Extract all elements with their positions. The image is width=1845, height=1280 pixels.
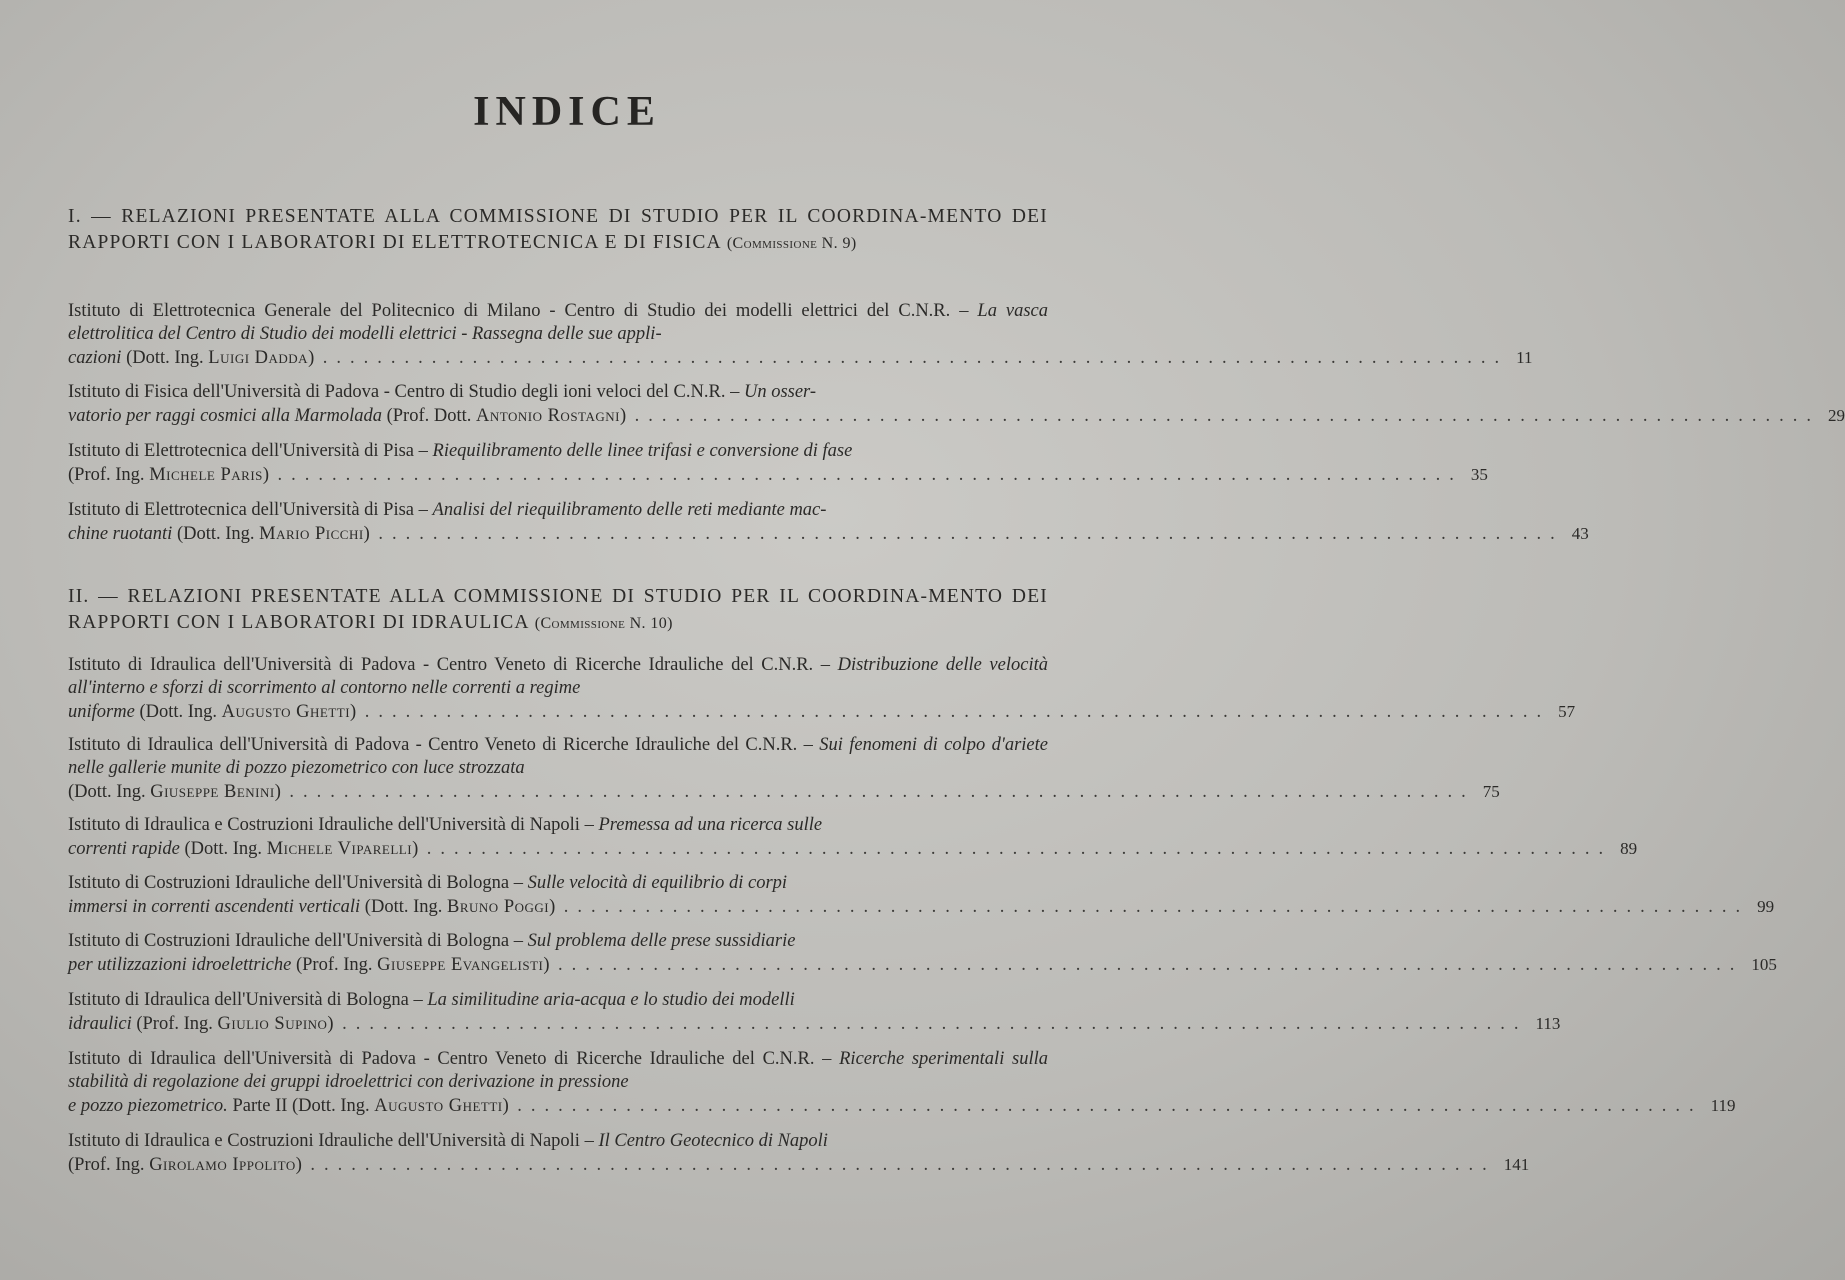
leader-dots: ....................................................................................... [277, 465, 1463, 485]
leader-dots: ....................................................................................... [634, 406, 1820, 426]
leader-dots: ....................................................................................... [426, 839, 1613, 859]
toc-entry [68, 499, 1589, 546]
entry-page-number: 119 [1710, 1096, 1736, 1115]
entry-title-end: uniforme [68, 702, 135, 722]
entry-institute: Istituto di Elettrotecnica Generale del Politecnico di Milano - Centro di Studio dei modelli elettrici del C.N.R. – [68, 301, 969, 321]
toc-entry [68, 930, 1777, 977]
entry-author: Bruno Poggi) [447, 897, 556, 917]
section-heading-2 [68, 584, 1048, 637]
toc-entry [68, 300, 1533, 370]
entry-author: Giuseppe Evangelisti) [377, 955, 550, 975]
toc-entry [68, 734, 1500, 804]
leader-dots: ....................................................................................... [364, 702, 1551, 722]
entry-author: Luigi Dadda) [208, 348, 315, 368]
toc-entry [68, 381, 1845, 428]
entry-title: Analisi del riequilibramento delle reti mediante mac- [432, 500, 827, 520]
entry-page-number: 11 [1516, 348, 1533, 367]
entry-author-prefix: (Dott. Ing. [176, 524, 255, 544]
entry-institute: Istituto di Elettrotecnica dell'Università di Pisa – [68, 441, 428, 461]
entry-page-number: 105 [1751, 955, 1777, 974]
entry-page-number: 141 [1503, 1155, 1530, 1174]
entry-author-prefix: (Prof. Ing. [68, 1155, 145, 1175]
entry-page-number: 29 [1827, 406, 1845, 425]
entry-title: Il Centro Geotecnico di Napoli [598, 1131, 828, 1151]
entry-title: Premessa ad una ricerca sulle [598, 815, 823, 835]
toc-entry [68, 1130, 1530, 1177]
entry-author-prefix: (Prof. Ing. [295, 955, 373, 975]
entry-author: Mario Picchi) [259, 524, 371, 544]
entry-page-number: 113 [1535, 1014, 1561, 1033]
entry-page-number: 75 [1482, 782, 1500, 801]
entry-title: Sui fenomeni di colpo d'ariete nelle gallerie munite di pozzo piezometrico con luce strozzata [68, 735, 1048, 778]
leader-dots: ....................................................................................... [342, 1014, 1528, 1034]
section-commission: (Commissione N. 9) [726, 235, 857, 252]
entry-title: Riequilibramento delle linee trifasi e conversione di fase [432, 441, 853, 461]
entry-title: Distribuzione delle velocità all'interno e sforzi di scorrimento al contorno nelle correnti a regime [68, 655, 1048, 698]
entry-author: Giuseppe Benini) [150, 782, 282, 802]
entry-author-prefix: (Dott. Ing. [139, 702, 218, 722]
toc-entry [68, 654, 1576, 724]
section-commission: (Commissione N. 10) [534, 615, 673, 632]
leader-dots: ....................................................................................... [563, 897, 1750, 917]
entry-institute: Istituto di Idraulica dell'Università di Padova - Centro Veneto di Ricerche Idrauliche del C.N.R. – [68, 735, 813, 755]
entry-author-prefix: Parte II (Dott. Ing. [232, 1096, 370, 1116]
entry-title-end: per utilizzazioni idroelettriche [68, 955, 292, 975]
entry-institute: Istituto di Costruzioni Idrauliche dell'Università di Bologna – [68, 931, 523, 951]
entry-title-end: e pozzo piezometrico. [68, 1096, 228, 1116]
entry-page-number: 99 [1757, 897, 1775, 916]
entry-author: Michele Viparelli) [266, 839, 419, 859]
toc-entry [68, 989, 1561, 1036]
entry-institute: Istituto di Idraulica e Costruzioni Idrauliche dell'Università di Napoli – [68, 1131, 594, 1151]
toc-entry [68, 440, 1488, 487]
entry-author: Michele Paris) [149, 465, 270, 485]
toc-entry [68, 814, 1638, 861]
entry-institute: Istituto di Fisica dell'Università di Padova - Centro di Studio degli ioni veloci del C.N.R. – [68, 382, 740, 402]
entry-title: Sul problema delle prese sussidiarie [527, 931, 796, 951]
leader-dots: ....................................................................................... [289, 782, 1475, 802]
entry-title-end: vatorio per raggi cosmici alla Marmolada [68, 406, 382, 426]
entry-author: Augusto Ghetti) [221, 702, 357, 722]
entry-institute: Istituto di Costruzioni Idrauliche dell'Università di Bologna – [68, 873, 523, 893]
section-label: I. — RELAZIONI PRESENTATE ALLA COMMISSIONE DI STUDIO PER IL COORDINA-MENTO DEI RAPPORTI CON I LABORATORI DI ELETTROTECNICA E DI FISICA [68, 206, 1048, 253]
entry-institute: Istituto di Elettrotecnica dell'Università di Pisa – [68, 500, 428, 520]
entry-title: La similitudine aria-acqua e lo studio dei modelli [427, 990, 795, 1010]
entry-author: Giulio Supino) [217, 1014, 335, 1034]
entry-author-prefix: (Dott. Ing. [184, 839, 263, 859]
entry-title: Ricerche sperimentali sulla stabilità di regolazione dei gruppi idroelettrici con derivazione in pressione [68, 1049, 1048, 1092]
entry-title-end: immersi in correnti ascendenti verticali [68, 897, 361, 917]
entry-title: La vasca elettrolitica del Centro di Studio dei modelli elettrici - Rassegna delle sue appli- [68, 301, 1049, 344]
entry-author: Girolamo Ippolito) [149, 1155, 303, 1175]
leader-dots: ....................................................................................... [378, 524, 1564, 544]
entry-institute: Istituto di Idraulica dell'Università di Padova - Centro Veneto di Ricerche Idrauliche del C.N.R. – [68, 1049, 832, 1069]
leader-dots: ....................................................................................... [322, 348, 1509, 368]
entry-title-end: idraulici [68, 1014, 132, 1034]
entry-institute: Istituto di Idraulica dell'Università di Bologna – [68, 990, 423, 1010]
entry-institute: Istituto di Idraulica dell'Università di Padova - Centro Veneto di Ricerche Idrauliche del C.N.R. – [68, 655, 831, 675]
leader-dots: ....................................................................................... [310, 1155, 1496, 1175]
entry-title: Un osser- [743, 382, 817, 402]
entry-institute: Istituto di Idraulica e Costruzioni Idrauliche dell'Università di Napoli – [68, 815, 594, 835]
toc-entry [68, 872, 1775, 919]
toc-entry [68, 1048, 1736, 1118]
entry-author: Augusto Ghetti) [374, 1096, 510, 1116]
entry-author-prefix: (Dott. Ing. [68, 782, 146, 802]
entry-title-end: correnti rapide [68, 839, 180, 859]
section-heading-1 [68, 204, 1048, 257]
entry-author-prefix: (Dott. Ing. [364, 897, 443, 917]
entry-title-end: cazioni [68, 348, 122, 368]
entry-title: Sulle velocità di equilibrio di corpi [527, 873, 788, 893]
leader-dots: ....................................................................................... [558, 955, 1744, 975]
leader-dots: ....................................................................................... [517, 1096, 1703, 1116]
page-title: INDICE [473, 89, 661, 135]
entry-page-number: 57 [1558, 702, 1576, 721]
entry-page-number: 89 [1620, 839, 1638, 858]
entry-author-prefix: (Prof. Dott. [386, 406, 472, 426]
entry-author: Antonio Rostagni) [476, 406, 627, 426]
entry-page-number: 43 [1571, 524, 1589, 543]
entry-title-end: chine ruotanti [68, 524, 173, 544]
section-label: II. — RELAZIONI PRESENTATE ALLA COMMISSIONE DI STUDIO PER IL COORDINA-MENTO DEI RAPPORTI CON I LABORATORI DI IDRAULICA [68, 586, 1048, 633]
entry-author-prefix: (Prof. Ing. [136, 1014, 213, 1034]
entry-page-number: 35 [1470, 465, 1488, 484]
entry-author-prefix: (Dott. Ing. [126, 348, 204, 368]
entry-author-prefix: (Prof. Ing. [68, 465, 145, 485]
